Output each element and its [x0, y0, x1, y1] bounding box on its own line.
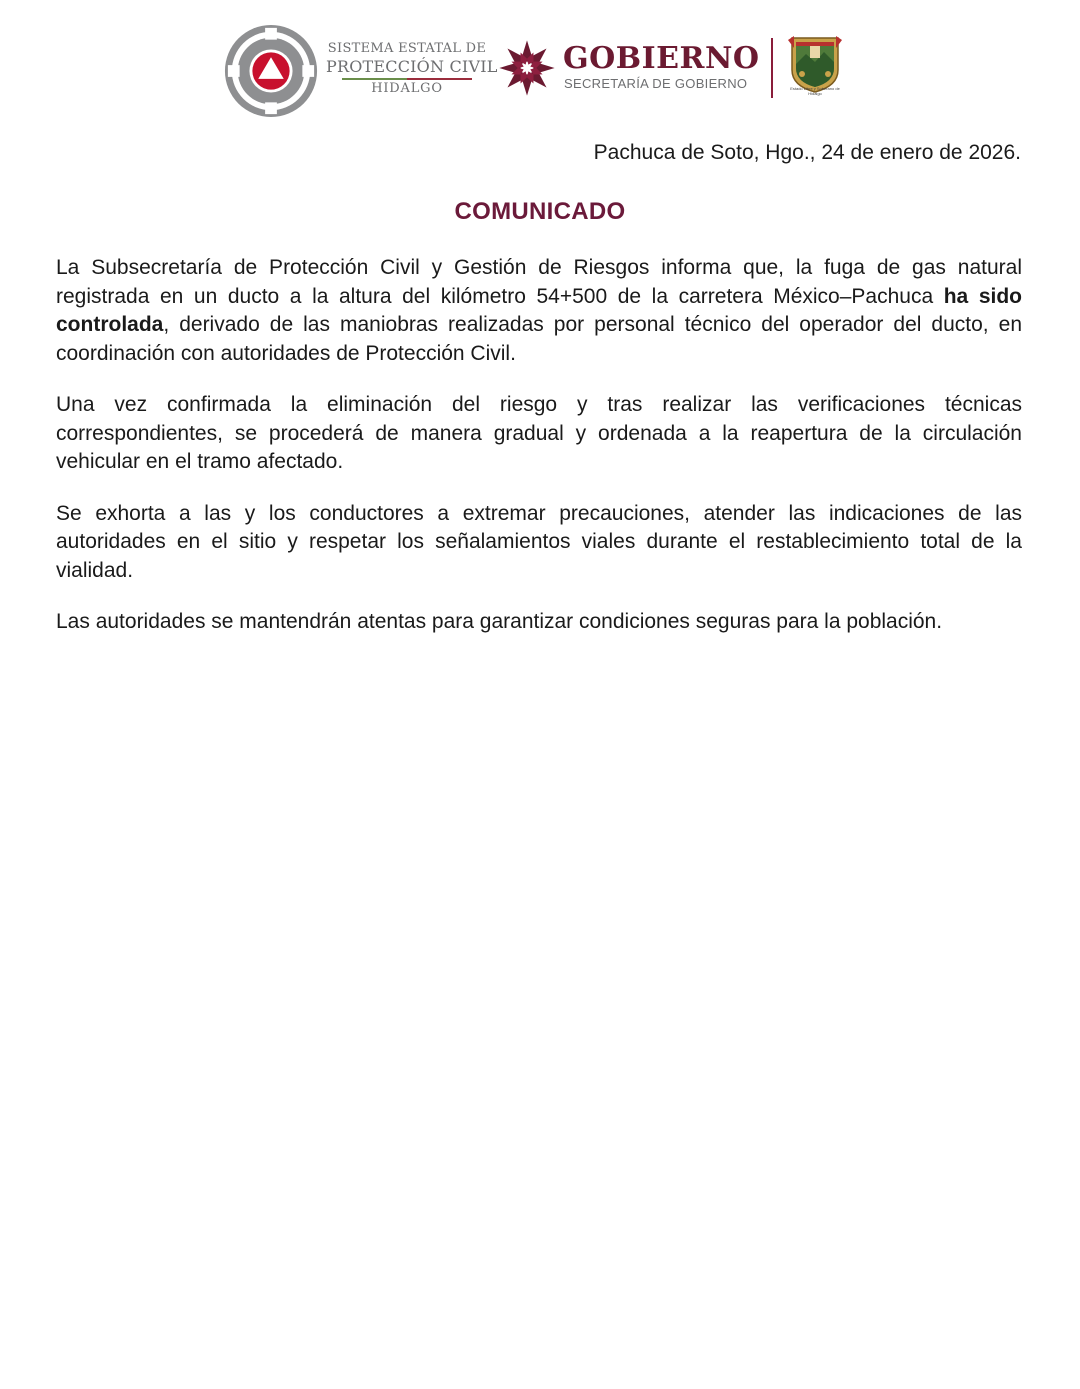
paragraph-2: Una vez confirmada la eliminación del riesgo y tras realizar las verificaciones técnicas correspondientes, se procederá de manera gradual y ordenada a la reapertura de la circulación vehicular en el tramo afectado.: [56, 393, 1022, 473]
hidalgo-star-icon: [497, 38, 557, 98]
letterhead: [0, 0, 1080, 130]
proteccion-civil-wordmark: [326, 41, 498, 97]
document-title: COMUNICADO: [454, 198, 626, 225]
paragraph-3: Se exhorta a las y los conductores a extremar precauciones, atender las indicaciones de las autoridades en el sitio y respetar los señalamientos viales durante el restablecimiento total de la vialidad.: [56, 501, 1022, 582]
header-divider: [771, 38, 773, 98]
paragraph-4: Las autoridades se mantendrán atentas para garantizar condiciones seguras para la población.: [56, 610, 943, 633]
paragraph-1: [56, 254, 1022, 368]
paragraph-1-bold: ha sido controlada: [56, 284, 1022, 336]
gobierno-subtitle: SECRETARÍA DE GOBIERNO: [564, 76, 748, 91]
pc-line-sistema: SISTEMA ESTATAL DE: [327, 41, 487, 56]
document-date: Pachuca de Soto, Hgo., 24 de enero de 2026.: [593, 141, 1021, 164]
document-body: [56, 254, 1022, 660]
gobierno-title: GOBIERNO: [563, 41, 760, 76]
paragraph-1-text-a: La Subsecretaría de Protección Civil y Gestión de Riesgos informa que, la fuga de gas natural registrada en un ducto a la altura del kilómetro 54+500 de la carretera México–Pachuca: [56, 256, 1022, 308]
proteccion-civil-logo-icon: [222, 22, 320, 120]
crest-caption: Estado Libre y Soberano de Hidalgo: [790, 86, 840, 96]
pc-color-rule: [342, 78, 472, 80]
paragraph-1-text-b: , derivado de las maniobras realizadas por personal técnico del operador del ducto, en coordinación con autoridades de Protección Civil.: [56, 313, 1022, 365]
gobierno-wordmark: [563, 42, 760, 92]
pc-line-proteccion: PROTECCIÓN CIVIL: [326, 57, 498, 76]
pc-line-hidalgo: HIDALGO: [371, 81, 443, 96]
